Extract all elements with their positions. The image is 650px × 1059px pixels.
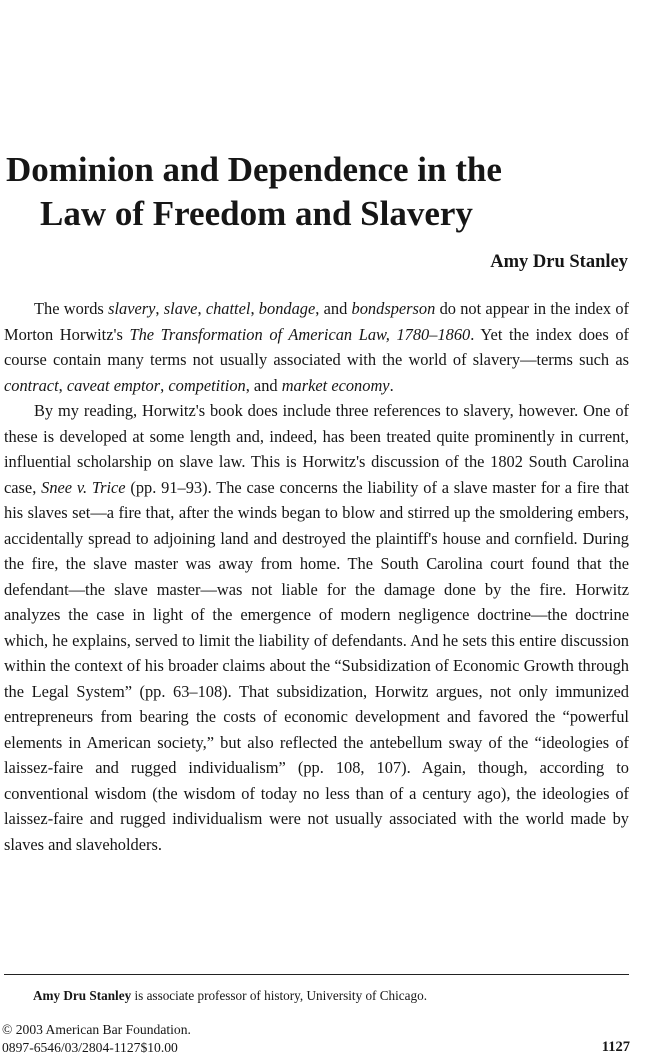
italic-term: Snee v. Trice: [41, 477, 126, 497]
italic-term: market economy: [281, 375, 390, 395]
text-run: , and: [245, 375, 282, 395]
text-run: ,: [197, 299, 206, 318]
italic-term: caveat emptor: [66, 375, 161, 395]
text-run: ,: [160, 375, 169, 395]
copyright-line: © 2003 American Bar Foundation.: [2, 1022, 191, 1037]
text-run: .: [389, 375, 394, 395]
italic-term: chattel: [205, 299, 251, 318]
text-run: , and: [315, 299, 352, 318]
copyright-block: [2, 1021, 191, 1057]
title-line-2: Law of Freedom and Slavery: [40, 194, 473, 233]
text-run: ,: [155, 299, 164, 318]
italic-term: slave: [163, 299, 198, 318]
author-footnote: [33, 988, 427, 1004]
footnote-divider: [4, 974, 629, 975]
page-number: 1127: [601, 1039, 630, 1055]
text-run: ,: [58, 375, 67, 395]
text-run: ,: [250, 299, 259, 318]
text-run: By my reading, Horwitz's book does include three references to slavery, however. One of these is developed at some length and, indeed, has been treated quite prominently in current, influential scholarship on slave law. This is Horwitz's discussion of the 1802 South Carolina case,: [4, 401, 629, 497]
body-paragraph: [4, 296, 629, 398]
body-paragraph: [4, 398, 629, 857]
author-name: Amy Dru Stanley: [490, 252, 628, 272]
text-run: do not appear in the index of Morton Horwitz's: [4, 299, 629, 344]
title-line-1: Dominion and Dependence in the: [6, 150, 502, 189]
italic-term: bondsperson: [351, 299, 436, 318]
italic-term: slavery: [108, 299, 156, 318]
article-body: [4, 296, 629, 857]
issn-line: 0897-6546/03/2804-1127$10.00: [2, 1040, 178, 1055]
article-title: [6, 148, 646, 236]
text-run: The words: [34, 299, 109, 318]
text-run: . Yet the index does of course contain many terms not usually associated with the world of slavery—terms such as: [4, 324, 629, 369]
italic-term: bondage: [258, 299, 316, 318]
italic-term: competition: [168, 375, 246, 395]
italic-term: contract: [4, 375, 59, 395]
footnote-author-name: Amy Dru Stanley: [33, 988, 132, 1003]
text-run: (pp. 91–93). The case concerns the liability of a slave master for a fire that his slaves set—a fire that, after the winds began to blow and stirred up the smoldering embers, accidentally spread to adjoining land and destroyed the plaintiff's house and cornfield. During the fire, the slave master was away from home. The South Carolina court found that the defendant—the slave master—was not liable for the damage done by the fire. Horwitz analyzes the case in light of the emergence of modern negligence doctrine—the doctrine which, he explains, served to limit the liability of defendants. And he sets this entire discussion within the context of his broader claims about the “Subsidization of Economic Growth through the Legal System” (pp. 63–108). That subsidization, Horwitz argues, not only immunized entrepreneurs from bearing the costs of economic development and favored the “powerful elements in American society,” but also reflected the antebellum sway of the “ideologies of laissez-faire and rugged individualism” (pp. 108, 107). Again, though, according to conventional wisdom (the wisdom of today no less than of a century ago), the ideologies of laissez-faire and rugged individualism were not usually associated with the world made by slaves and slaveholders.: [4, 477, 629, 854]
footnote-affiliation: is associate professor of history, University of Chicago.: [131, 988, 427, 1003]
italic-term: The Transformation of American Law, 1780–1860: [129, 324, 471, 344]
